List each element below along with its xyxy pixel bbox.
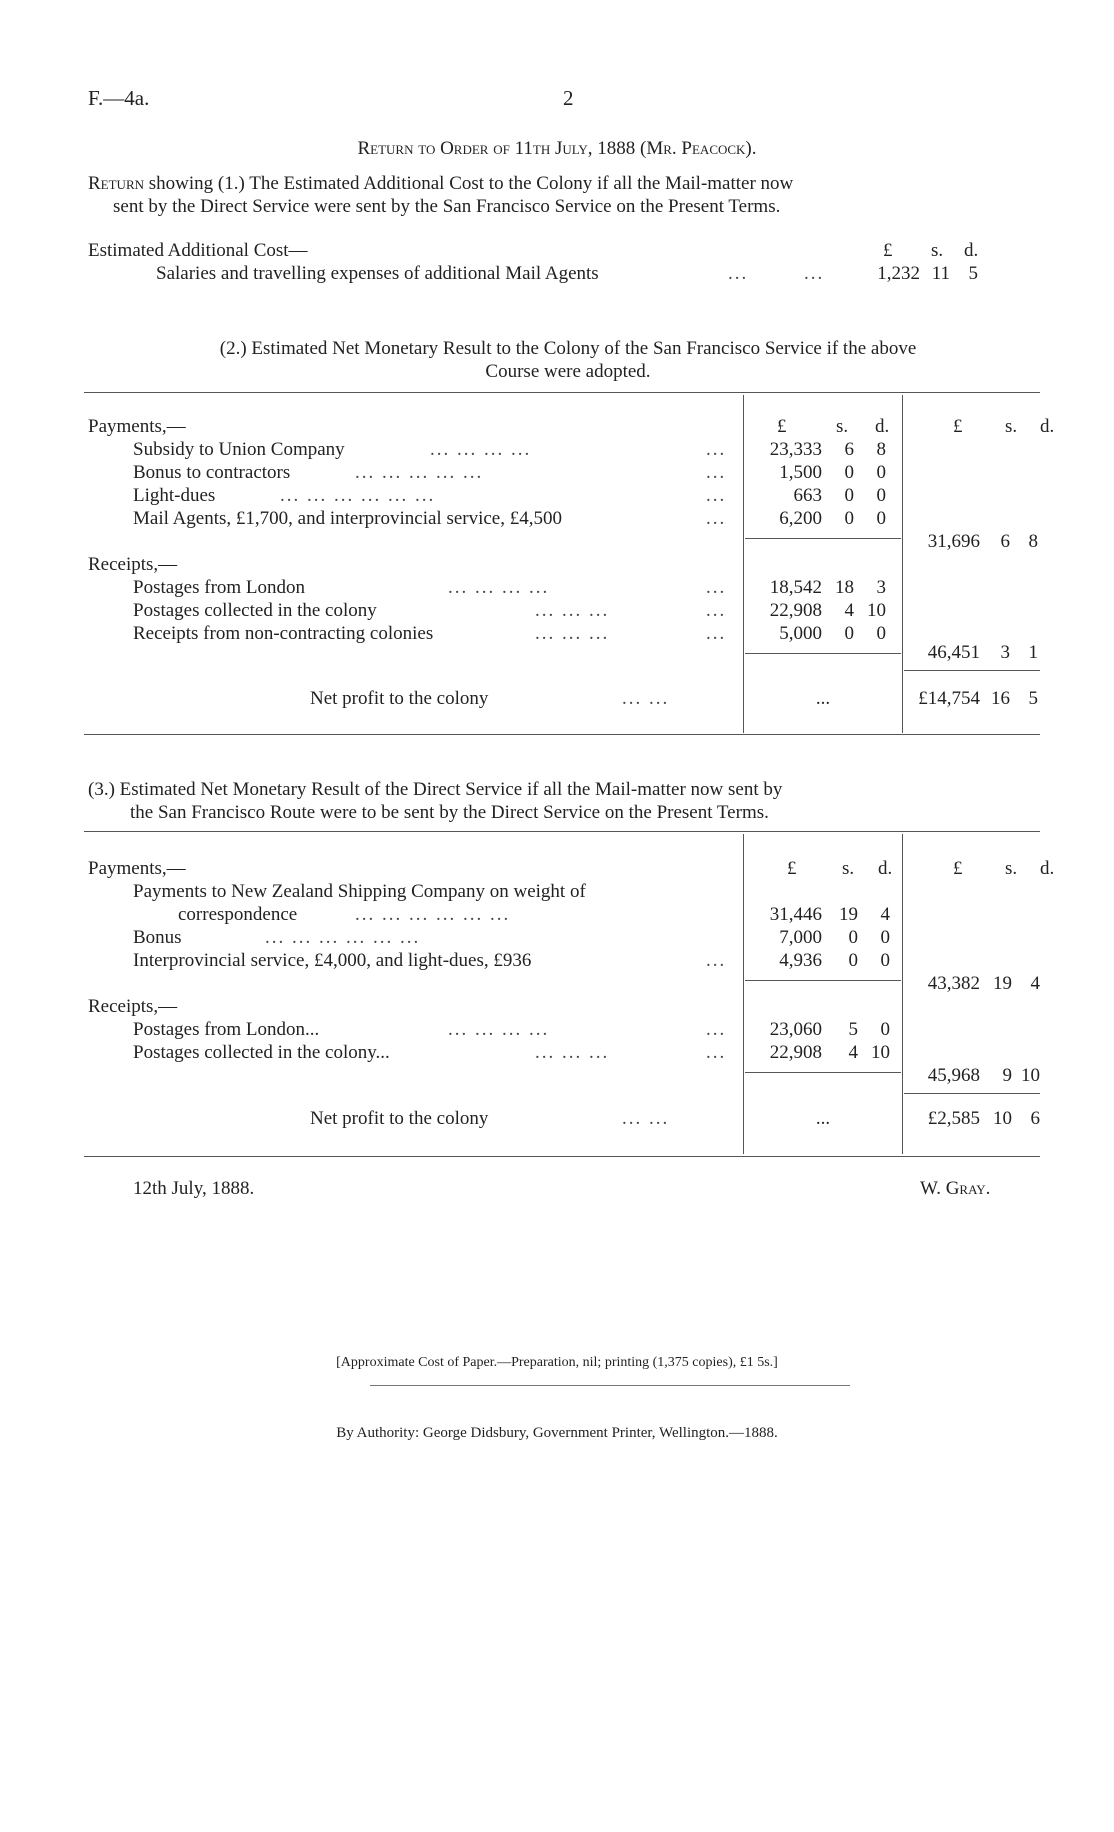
- col-head-pence-total: d.: [1040, 416, 1055, 437]
- table-cell-pence: 0: [880, 927, 890, 948]
- table-row-label: Postages from London: [133, 577, 306, 598]
- net-empty-cell: ...: [815, 1108, 831, 1129]
- leader-dots: ... ... ... ...: [448, 577, 550, 598]
- table-cell-pence: 8: [876, 439, 886, 460]
- table-row-label: correspondence: [178, 904, 298, 925]
- subtotal-rule: [745, 653, 901, 654]
- col-head-pounds-total: £: [953, 858, 963, 879]
- table-cell-pounds: 4,936: [779, 950, 822, 971]
- leader-dots: ...: [706, 462, 727, 483]
- table-row-label: Subsidy to Union Company: [133, 439, 345, 460]
- table-row-label: Interprovincial service, £4,000, and light-dues, £936: [133, 950, 532, 971]
- payments-label: Payments,—: [88, 416, 186, 437]
- currency-pence-label: d.: [964, 240, 979, 261]
- section2-heading: (2.) Estimated Net Monetary Result to the Colony of the San Francisco Service if the above: [219, 338, 917, 359]
- column-divider: [902, 395, 903, 733]
- date-line: 12th July, 1888.: [133, 1178, 255, 1199]
- section2-heading-2: Course were adopted.: [485, 361, 651, 382]
- return-label: Return: [88, 173, 145, 194]
- document-reference: F.—4a.: [88, 86, 150, 110]
- section1-intro-text-2: sent by the Direct Service were sent by the San Francisco Service on the Present Terms.: [113, 196, 781, 217]
- receipts-total-pence: 10: [1021, 1065, 1040, 1086]
- net-profit-shillings: 10: [993, 1108, 1012, 1129]
- total-rule: [904, 1093, 1040, 1094]
- leader-dots: ...: [706, 600, 727, 621]
- currency-shilling-label: s.: [931, 240, 944, 261]
- table-cell-shillings: 0: [848, 950, 858, 971]
- currency-pound-label: £: [883, 240, 893, 261]
- receipts-total-shillings: 3: [1000, 642, 1010, 663]
- leader-dots: ... ... ...: [535, 600, 610, 621]
- salaries-shillings: 11: [931, 263, 950, 284]
- net-profit-label: Net profit to the colony: [310, 1108, 489, 1129]
- page-title: Return to Order of 11th July, 1888 (Mr. Peacock).: [357, 138, 757, 159]
- table-cell-pounds: 7,000: [779, 927, 822, 948]
- payments-total-shillings: 6: [1000, 531, 1010, 552]
- table-cell-shillings: 4: [848, 1042, 858, 1063]
- table-cell-pence: 0: [880, 950, 890, 971]
- table-cell-pence: 0: [876, 623, 886, 644]
- table-cell-pence: 0: [876, 485, 886, 506]
- payments-total-pounds: 31,696: [927, 531, 980, 552]
- table-cell-shillings: 4: [844, 600, 854, 621]
- table-cell-shillings: 0: [844, 623, 854, 644]
- table-cell-pence: 10: [867, 600, 886, 621]
- leader-dots: ... ...: [622, 1108, 670, 1129]
- table-rule: [84, 831, 1040, 832]
- subtotal-rule: [745, 1072, 901, 1073]
- table-rule: [84, 734, 1040, 735]
- leader-dots: ... ... ... ...: [448, 1019, 550, 1040]
- receipts-total-shillings: 9: [1002, 1065, 1012, 1086]
- salaries-item-label: Salaries and travelling expenses of additional Mail Agents: [156, 263, 599, 284]
- leader-dots: ... ... ... ... ... ...: [280, 485, 436, 506]
- salaries-pence: 5: [968, 263, 978, 284]
- table-row-label: Light-dues: [133, 485, 216, 506]
- col-head-pounds: £: [787, 858, 797, 879]
- section1-intro: [88, 173, 793, 195]
- col-head-pounds: £: [777, 416, 787, 437]
- table-row-label: Bonus: [133, 927, 182, 948]
- col-head-pounds-total: £: [953, 416, 963, 437]
- payments-total-shillings: 19: [993, 973, 1012, 994]
- cost-label: Estimated Additional Cost—: [88, 240, 308, 261]
- table-cell-shillings: 0: [848, 927, 858, 948]
- leader-dots: ...: [706, 508, 727, 529]
- table-cell-pence: 0: [876, 462, 886, 483]
- table-row-label: Postages from London...: [133, 1019, 320, 1040]
- col-head-shillings-total: s.: [1005, 858, 1018, 879]
- leader-dots: ...: [706, 1019, 727, 1040]
- table-cell-pence: 3: [876, 577, 886, 598]
- net-profit-pence: 5: [1028, 688, 1038, 709]
- table-cell-shillings: 0: [844, 462, 854, 483]
- table-cell-pounds: 1,500: [779, 462, 822, 483]
- receipts-label: Receipts,—: [88, 996, 178, 1017]
- table-cell-pounds: 18,542: [769, 577, 822, 598]
- table-cell-pounds: 23,333: [769, 439, 822, 460]
- table-cell-shillings: 6: [844, 439, 854, 460]
- net-empty-cell: ...: [815, 688, 831, 709]
- section3-heading: (3.) Estimated Net Monetary Result of the Direct Service if all the Mail-matter now sent by: [88, 779, 783, 800]
- leader-dots: ...: [706, 623, 727, 644]
- receipts-total-pounds: 46,451: [927, 642, 980, 663]
- table-cell-shillings: 0: [844, 485, 854, 506]
- leader-dots: ... ... ... ... ...: [355, 462, 484, 483]
- leader-dots: ...: [706, 439, 727, 460]
- net-profit-label: Net profit to the colony: [310, 688, 489, 709]
- col-head-shillings: s.: [836, 416, 849, 437]
- leader-dots: ...: [706, 1042, 727, 1063]
- payments-total-pence: 8: [1028, 531, 1038, 552]
- table-row-label: Postages collected in the colony: [133, 600, 377, 621]
- payments-total-pence: 4: [1030, 973, 1040, 994]
- leader-dots: ... ... ...: [535, 623, 610, 644]
- section1-intro-text: showing (1.) The Estimated Additional Cost to the Colony if all the Mail-matter now: [148, 173, 794, 194]
- leader-dots: ...: [804, 263, 825, 284]
- col-head-shillings: s.: [842, 858, 855, 879]
- payments-label: Payments,—: [88, 858, 186, 879]
- table-row-label: Postages collected in the colony...: [133, 1042, 390, 1063]
- table-rule: [84, 392, 1040, 393]
- footer-rule: [370, 1385, 850, 1386]
- leader-dots: ... ... ... ... ... ...: [265, 927, 421, 948]
- subtotal-rule: [745, 980, 901, 981]
- column-divider: [743, 834, 744, 1154]
- receipts-label: Receipts,—: [88, 554, 178, 575]
- table-cell-pence: 0: [880, 1019, 890, 1040]
- leader-dots: ... ... ... ... ... ...: [355, 904, 511, 925]
- net-profit-pence: 6: [1030, 1108, 1040, 1129]
- table-cell-shillings: 0: [844, 508, 854, 529]
- leader-dots: ...: [706, 577, 727, 598]
- table-cell-shillings: 5: [848, 1019, 858, 1040]
- table-cell-pence: 0: [876, 508, 886, 529]
- table-row-label: Bonus to contractors: [133, 462, 291, 483]
- table-cell-pounds: 6,200: [779, 508, 822, 529]
- section3-heading-2: the San Francisco Route were to be sent by the Direct Service on the Present Terms.: [130, 802, 769, 823]
- table-cell-pounds: 31,446: [769, 904, 822, 925]
- leader-dots: ... ... ...: [535, 1042, 610, 1063]
- table-cell-pence: 4: [880, 904, 890, 925]
- table-cell-pounds: 5,000: [779, 623, 822, 644]
- receipts-total-pence: 1: [1028, 642, 1038, 663]
- table-rule: [84, 1156, 1040, 1157]
- table-cell-pounds: 22,908: [769, 600, 822, 621]
- table-row-label: Payments to New Zealand Shipping Company on weight of: [133, 881, 586, 902]
- net-profit-pounds: £14,754: [918, 688, 980, 709]
- receipts-total-pounds: 45,968: [927, 1065, 980, 1086]
- leader-dots: ...: [706, 485, 727, 506]
- col-head-pence: d.: [878, 858, 893, 879]
- salaries-pounds: 1,232: [877, 263, 920, 284]
- col-head-pence-total: d.: [1040, 858, 1055, 879]
- printer-imprint: By Authority: George Didsbury, Government Printer, Wellington.—1888.: [336, 1425, 778, 1441]
- table-cell-pounds: 663: [793, 485, 822, 506]
- net-profit-shillings: 16: [991, 688, 1010, 709]
- subtotal-rule: [745, 538, 901, 539]
- leader-dots: ... ... ... ...: [430, 439, 532, 460]
- table-cell-pence: 10: [871, 1042, 890, 1063]
- leader-dots: ... ...: [622, 688, 670, 709]
- table-cell-pounds: 22,908: [769, 1042, 822, 1063]
- leader-dots: ...: [728, 263, 749, 284]
- table-row-label: Mail Agents, £1,700, and interprovincial service, £4,500: [133, 508, 562, 529]
- column-divider: [902, 834, 903, 1154]
- table-cell-shillings: 18: [835, 577, 854, 598]
- col-head-pence: d.: [875, 416, 890, 437]
- total-rule: [904, 670, 1040, 671]
- page-number: 2: [563, 86, 574, 110]
- col-head-shillings-total: s.: [1005, 416, 1018, 437]
- payments-total-pounds: 43,382: [927, 973, 980, 994]
- signature: W. Gray.: [920, 1178, 991, 1199]
- table-row-label: Receipts from non-contracting colonies: [133, 623, 434, 644]
- leader-dots: ...: [706, 950, 727, 971]
- table-cell-shillings: 19: [839, 904, 858, 925]
- cost-of-paper-note: [Approximate Cost of Paper.—Preparation, nil; printing (1,375 copies), £1 5s.]: [336, 1355, 778, 1370]
- net-profit-pounds: £2,585: [927, 1108, 980, 1129]
- table-cell-pounds: 23,060: [769, 1019, 822, 1040]
